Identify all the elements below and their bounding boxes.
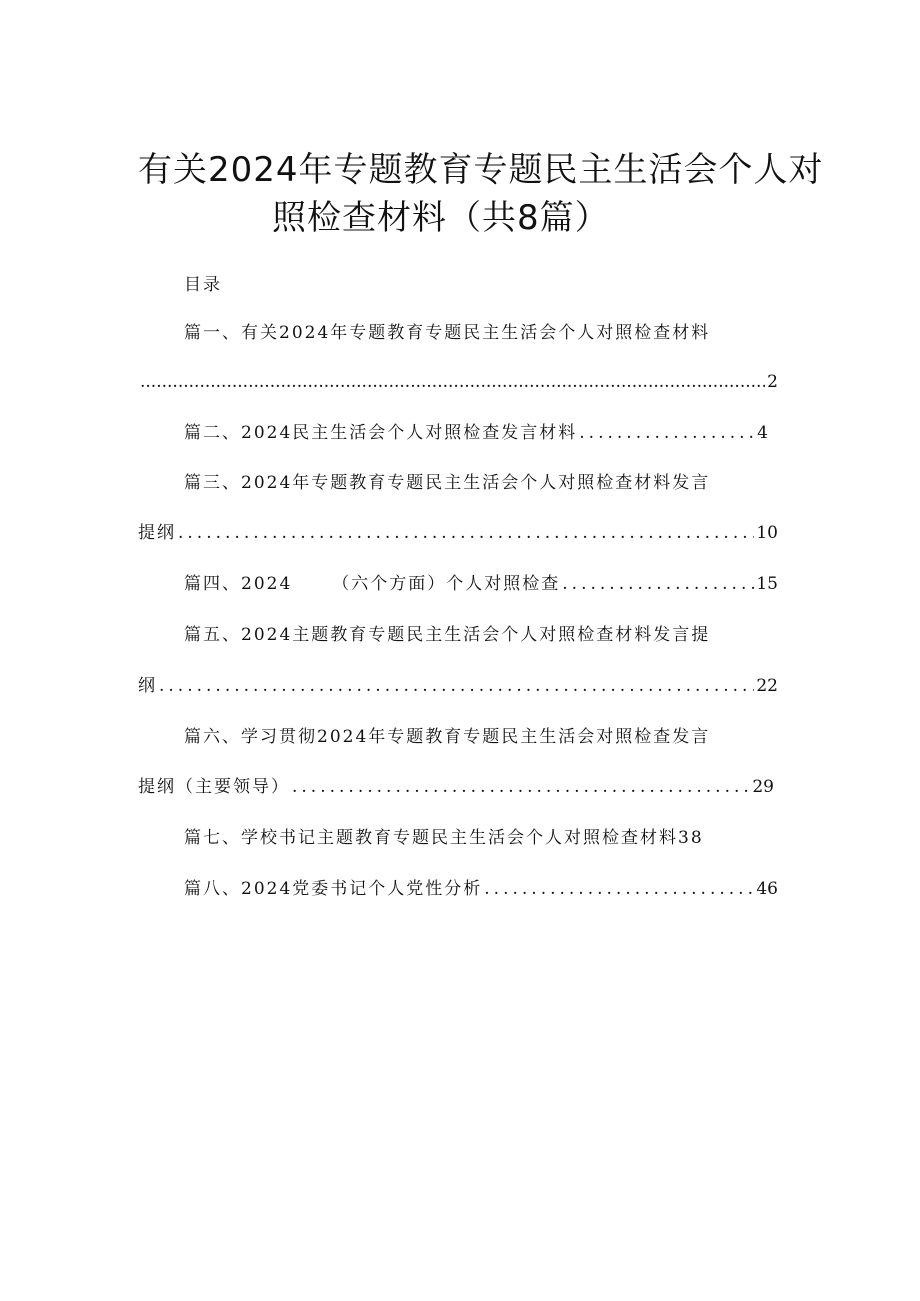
dot-leader	[178, 521, 754, 545]
toc-entry-6-continuation: 提纲（主要领导）	[138, 777, 290, 797]
dot-leader	[484, 877, 754, 901]
toc-entry-5-page: 22	[756, 676, 778, 696]
toc-entry-8-title: 篇八、2024党委书记个人党性分析	[184, 879, 483, 899]
document-title-line-1: 有关2024年专题教育专题民主生活会个人对	[138, 150, 824, 190]
toc-entry-4	[138, 572, 778, 596]
toc-entry-6-page: 29	[752, 777, 774, 797]
toc-entry-8-page: 46	[756, 879, 778, 899]
toc-entry-6-leader	[138, 775, 774, 799]
dot-leader	[579, 421, 755, 445]
toc-entry-1-title: 篇一、有关2024年专题教育专题民主生活会个人对照检查材料	[184, 323, 711, 343]
toc-entry-1-leader	[138, 370, 778, 394]
toc-entry-2-page: 4	[757, 423, 768, 443]
dot-leader	[562, 572, 754, 596]
dot-leader	[140, 370, 765, 394]
dot-leader	[159, 674, 754, 698]
document-title-line-2: 照检查材料（共8篇）	[272, 198, 610, 238]
toc-entry-6-title: 篇六、学习贯彻2024年专题教育专题民主生活会对照检查发言	[184, 727, 711, 747]
toc-entry-8	[138, 877, 778, 901]
toc-heading: 目录	[184, 275, 222, 295]
toc-entry-3-continuation: 提纲	[138, 523, 176, 543]
toc-entry-2-title: 篇二、2024民主生活会个人对照检查发言材料	[184, 423, 578, 443]
toc-entry-3-leader	[138, 521, 778, 545]
toc-entry-5-leader	[138, 674, 778, 698]
dot-leader	[292, 775, 750, 799]
toc-entry-3-title: 篇三、2024年专题教育专题民主生活会个人对照检查材料发言	[184, 473, 711, 493]
toc-entry-3-page: 10	[756, 523, 778, 543]
toc-entry-4-page: 15	[756, 574, 778, 594]
toc-entry-1-page: 2	[767, 372, 778, 392]
toc-entry-4-title-b: （六个方面）个人对照检查	[332, 574, 561, 594]
toc-entry-4-title-a: 篇四、2024	[184, 574, 293, 594]
toc-entry-7-title: 篇七、学校书记主题教育专题民主生活会个人对照检查材料38	[184, 828, 704, 848]
toc-entry-4-title	[138, 572, 560, 596]
toc-entry-5-title: 篇五、2024主题教育专题民主生活会个人对照检查材料发言提	[184, 625, 711, 645]
toc-entry-5-continuation: 纲	[138, 676, 157, 696]
toc-entry-2	[138, 421, 768, 445]
